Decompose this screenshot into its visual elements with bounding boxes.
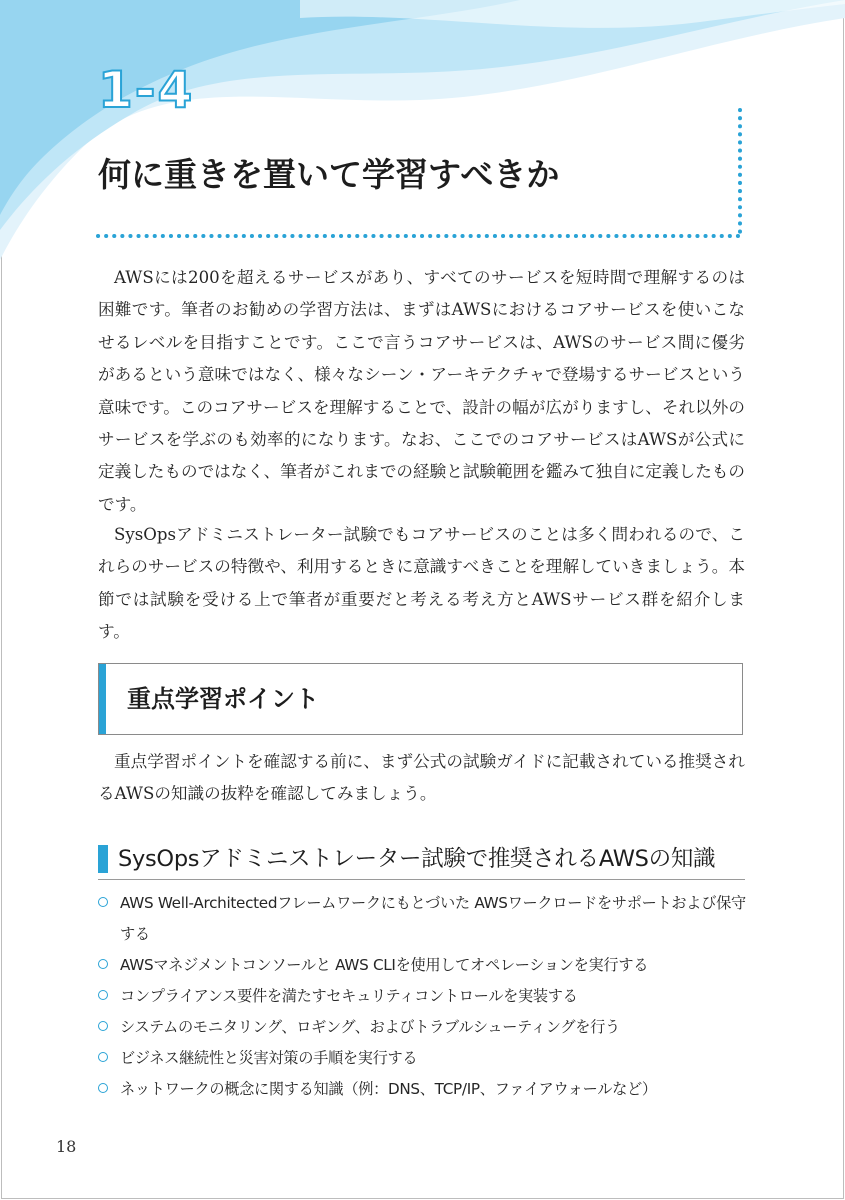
list-item [98, 888, 748, 950]
focus-heading-box [98, 663, 743, 735]
list-item [98, 1043, 748, 1074]
section-title: 何に重きを置いて学習すべきか [98, 155, 560, 194]
intro-paragraph-2 [98, 519, 745, 649]
circle-bullet-icon [98, 959, 108, 969]
knowledge-list [98, 888, 748, 1105]
list-item-text: AWSマネジメントコンソールと AWS CLIを使用してオペレーションを実行する [120, 956, 649, 974]
focus-paragraph-text: 重点学習ポイントを確認する前に、まず公式の試験ガイドに記載されている推奨されるAWSの知識の抜粋を確認してみましょう。 [98, 752, 745, 804]
list-item [98, 1012, 748, 1043]
page-number: 18 [56, 1137, 77, 1156]
list-item-text: ビジネス継続性と災害対策の手順を実行する [120, 1049, 418, 1067]
list-item [98, 1074, 748, 1105]
intro-paragraph-1 [98, 262, 745, 521]
circle-bullet-icon [98, 1021, 108, 1031]
circle-bullet-icon [98, 990, 108, 1000]
intro-paragraph-2-text: SysOpsアドミニストレーター試験でもコアサービスのことは多く問われるので、これらのサービスの特徴や、利用するときに意識すべきことを理解していきましょう。本節では試験を受ける上で筆者が重要だと考える考え方とAWSサービス群を紹介します。 [98, 525, 745, 642]
knowledge-heading [98, 843, 745, 880]
knowledge-heading-accent-bar [98, 845, 108, 873]
list-item-text: ネットワークの概念に関する知識（例：DNS、TCP/IP、ファイアウォールなど） [120, 1080, 657, 1098]
list-item-text: AWS Well-Architectedフレームワークにもとづいた AWSワークロードをサポートおよび保守する [120, 894, 746, 943]
circle-bullet-icon [98, 1052, 108, 1062]
focus-heading: 重点学習ポイント [127, 685, 319, 713]
intro-paragraph-1-text: AWSには200を超えるサービスがあり、すべてのサービスを短時間で理解するのは困難です。筆者のお勧めの学習方法は、まずはAWSにおけるコアサービスを使いこなせるレベルを目指すことです。ここで言うコアサービスは、AWSのサービス間に優劣があるという意味ではなく、様々なシーン・アーキテクチャで登場するサービスという意味です。このコアサービスを理解することで、設計の幅が広がりますし、それ以外のサービスを学ぶのも効率的になります。なお、ここでのコアサービスはAWSが公式に定義したものではなく、筆者がこれまでの経験と試験範囲を鑑みて独自に定義したものです。 [98, 268, 745, 514]
circle-bullet-icon [98, 1083, 108, 1093]
list-item [98, 950, 748, 981]
list-item [98, 981, 748, 1012]
focus-paragraph [98, 746, 745, 811]
knowledge-heading-text: SysOpsアドミニストレーター試験で推奨されるAWSの知識 [118, 846, 716, 872]
list-item-text: コンプライアンス要件を満たすセキュリティコントロールを実装する [120, 987, 578, 1005]
circle-bullet-icon [98, 897, 108, 907]
focus-heading-accent-bar [99, 664, 106, 734]
section-number: 1-4 [98, 61, 195, 119]
list-item-text: システムのモニタリング、ロギング、およびトラブルシューティングを行う [120, 1018, 620, 1036]
